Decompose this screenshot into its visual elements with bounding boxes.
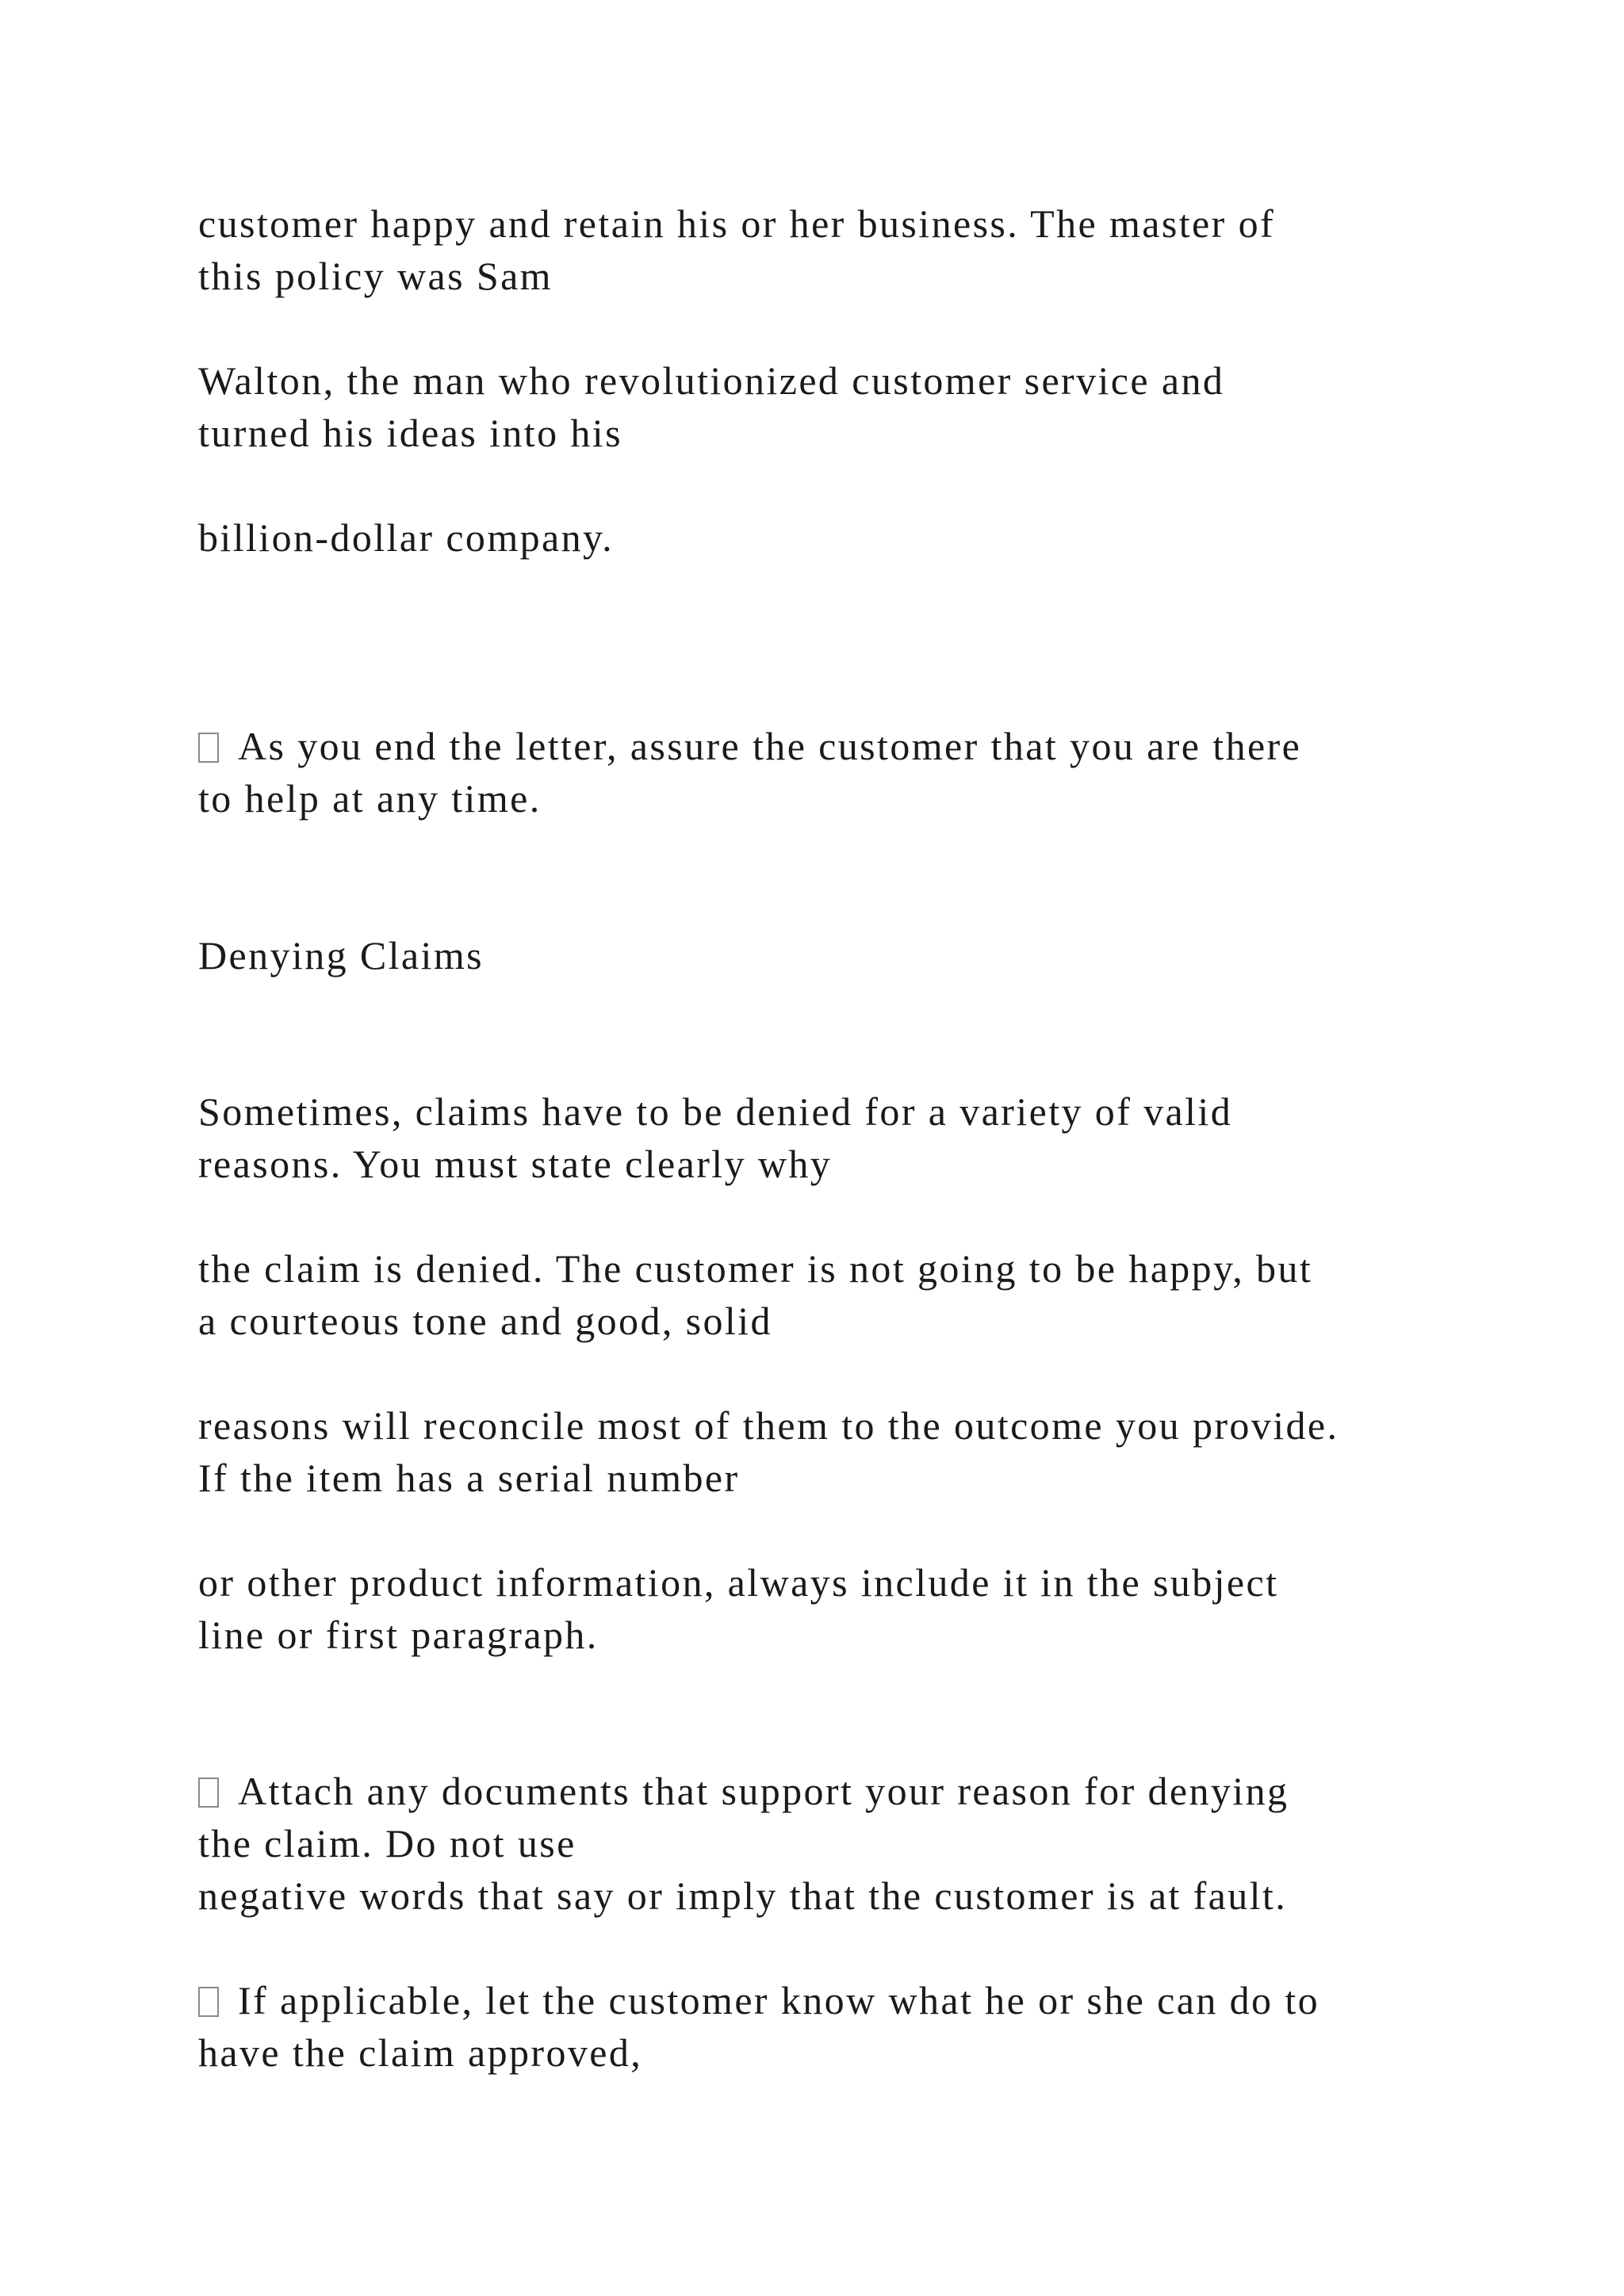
paragraph-line: this policy was Sam: [198, 254, 553, 298]
paragraph-line: turned his ideas into his: [198, 411, 622, 455]
bullet-text: If applicable, let the customer know what he or she can do to: [238, 1978, 1320, 2022]
bullet-text: As you end the letter, assure the customer that you are there: [238, 724, 1302, 768]
paragraph-line: Walton, the man who revolutionized customer service and: [198, 358, 1225, 403]
bullet-item-applicable: [198, 1974, 1320, 2026]
paragraph-line: the claim is denied. The customer is not going to be happy, but: [198, 1246, 1313, 1291]
paragraph-line: customer happy and retain his or her business. The master of: [198, 201, 1276, 246]
paragraph-line: have the claim approved,: [198, 2030, 643, 2075]
paragraph-line: to help at any time.: [198, 776, 542, 821]
paragraph-line: reasons will reconcile most of them to the outcome you provide.: [198, 1403, 1339, 1448]
bullet-text: Attach any documents that support your reason for denying: [238, 1769, 1289, 1813]
paragraph-line: line or first paragraph.: [198, 1613, 599, 1657]
paragraph-line: a courteous tone and good, solid: [198, 1299, 772, 1343]
paragraph-line: negative words that say or imply that the customer is at fault.: [198, 1873, 1288, 1918]
paragraph-line: the claim. Do not use: [198, 1821, 576, 1866]
paragraph-line: or other product information, always include it in the subject: [198, 1560, 1279, 1605]
missing-glyph-icon: [198, 1987, 219, 2017]
bullet-item-attach: [198, 1765, 1289, 1817]
paragraph-line: If the item has a serial number: [198, 1456, 740, 1500]
paragraph-line: billion-dollar company.: [198, 515, 615, 560]
paragraph-line: reasons. You must state clearly why: [198, 1142, 833, 1186]
bullet-item-end-letter: [198, 720, 1301, 772]
missing-glyph-icon: [198, 733, 219, 763]
missing-glyph-icon: [198, 1777, 219, 1808]
paragraph-line: Sometimes, claims have to be denied for a variety of valid: [198, 1089, 1233, 1134]
section-heading: Denying Claims: [198, 933, 484, 978]
